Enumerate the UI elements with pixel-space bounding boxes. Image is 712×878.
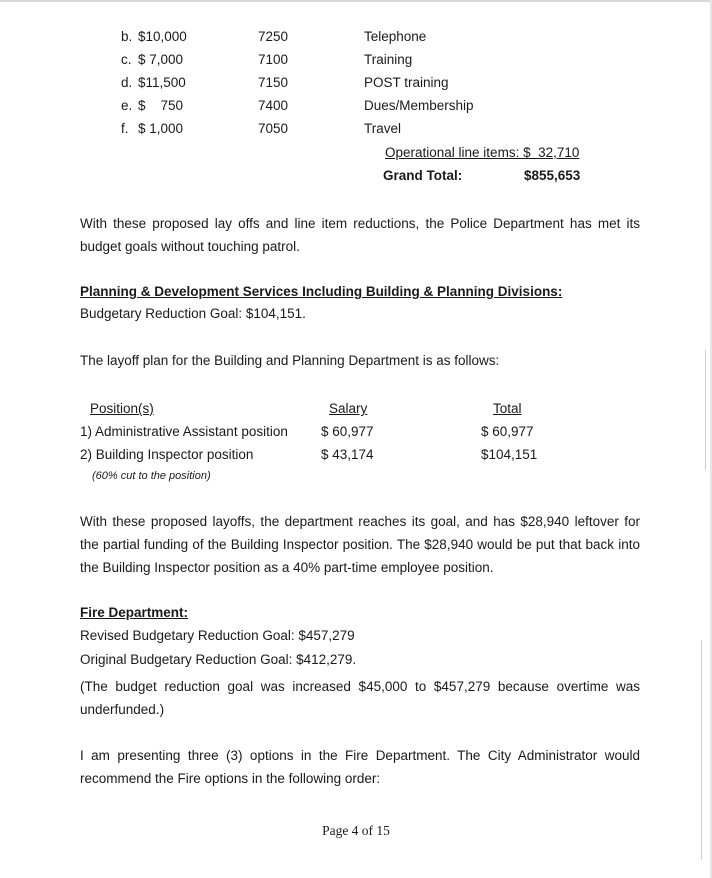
line-item-description: POST training [364,75,449,90]
planning-layoff-intro: The layoff plan for the Building and Planning Department is as follows: [80,353,500,368]
position-cut-note: (60% cut to the position) [92,470,211,482]
line-item-letter: e. [121,98,133,113]
line-item-letter: f. [121,121,129,136]
planning-section-heading: Planning & Development Services Including Building & Planning Divisions: [80,284,563,299]
page-top-edge [0,0,712,2]
line-item-description: Telephone [364,29,427,44]
grand-total-label: Grand Total: [383,168,463,183]
layoff-position: 2) Building Inspector position [80,447,254,462]
line-item-description: Dues/Membership [364,98,474,113]
layoff-total: $104,151 [481,447,538,462]
line-item-letter: d. [121,75,133,90]
grand-total-value: $855,653 [524,168,581,183]
line-item-description: Travel [364,121,402,136]
police-summary-paragraph: With these proposed lay offs and line item reductions, the Police Department has met its budget goals without touching patrol. [80,216,640,254]
layoff-salary: $ 43,174 [321,447,374,462]
page-number-footer: Page 4 of 15 [322,823,390,838]
planning-summary-paragraph: With these proposed layoffs, the department reaches its goal, and has $28,940 leftover for the partial funding of the Building Inspector position. The $28,940 would be put that back into the Building Inspector position as a 40% part-time employee position. [80,514,640,575]
column-header-position: Position(s) [90,401,154,416]
line-item-code: 7050 [258,121,289,136]
column-header-total: Total [493,401,522,416]
line-item-amount: $11,500 [138,75,186,90]
line-item-description: Training [364,52,413,67]
scan-artifact-line [705,350,706,470]
fire-section-heading: Fire Department: [80,605,189,620]
planning-reduction-goal: Budgetary Reduction Goal: $104,151. [80,306,306,321]
line-item-amount: $ 750 [138,98,184,113]
layoff-salary: $ 60,977 [321,424,374,439]
layoff-total: $ 60,977 [481,424,534,439]
fire-goal-explanation: (The budget reduction goal was increased $45,000 to $457,279 because overtime was underfunded.) [80,679,640,717]
line-item-amount: $10,000 [138,29,187,44]
line-item-code: 7250 [258,29,289,44]
line-item-letter: b. [121,29,133,44]
layoff-position: 1) Administrative Assistant position [80,424,288,439]
line-item-code: 7400 [258,98,289,113]
line-item-code: 7150 [258,75,289,90]
line-item-amount: $ 7,000 [138,52,184,67]
operational-line-items-total: Operational line items: $ 32,710 [385,145,580,160]
fire-original-goal: Original Budgetary Reduction Goal: $412,279. [80,652,357,667]
line-item-code: 7100 [258,52,289,67]
fire-revised-goal: Revised Budgetary Reduction Goal: $457,279 [80,628,355,643]
line-item-letter: c. [121,52,132,67]
fire-options-paragraph: I am presenting three (3) options in the Fire Department. The City Administrator would recommend the Fire options in the following order: [80,748,640,786]
column-header-salary: Salary [329,401,368,416]
line-item-amount: $ 1,000 [138,121,184,136]
